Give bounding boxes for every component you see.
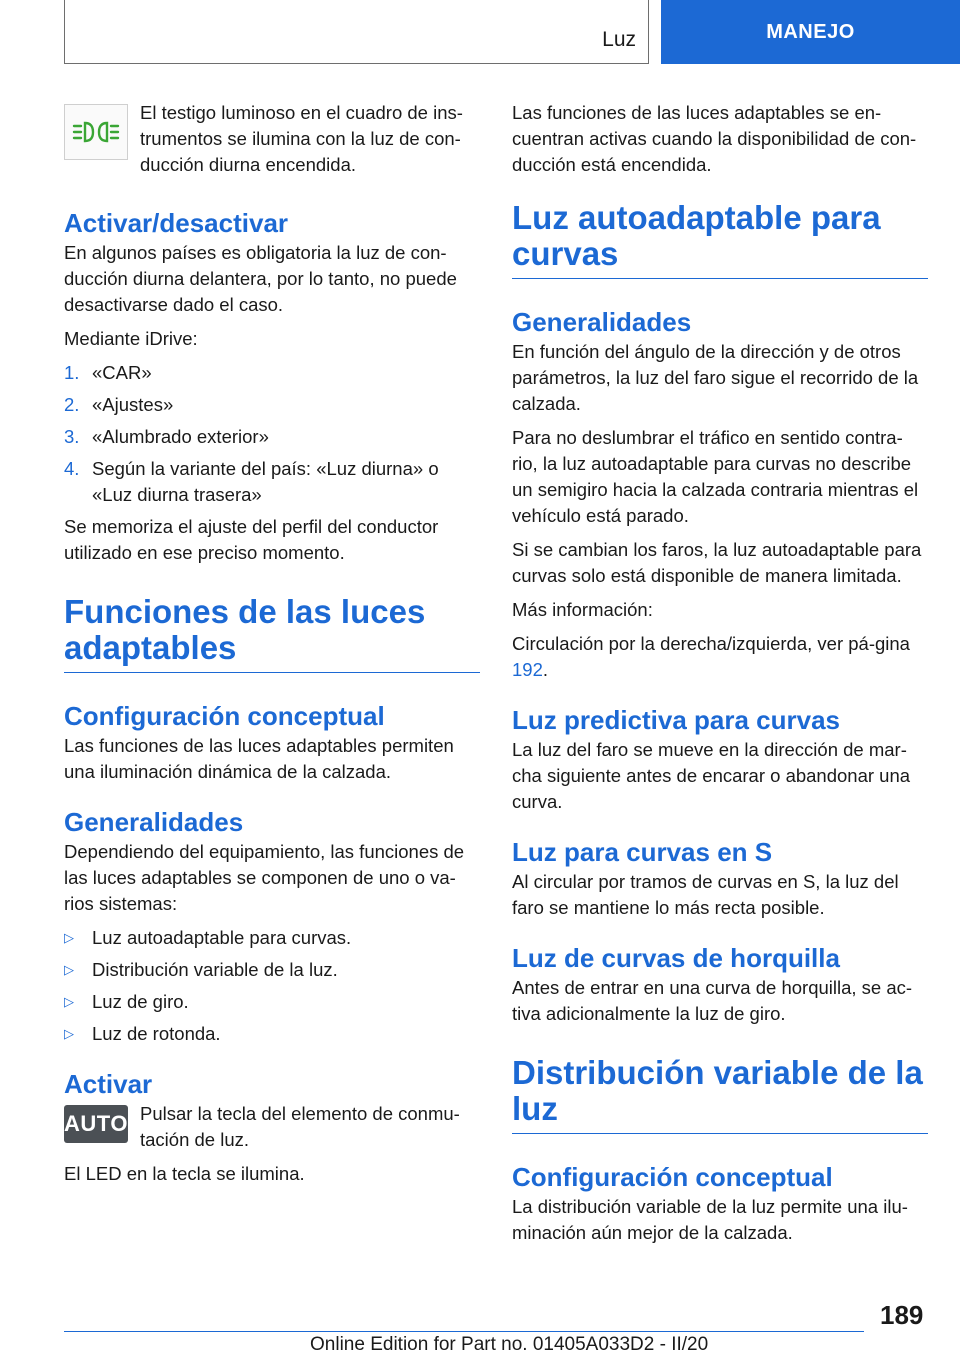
heading-generalidades: Generalidades — [512, 307, 692, 337]
list-item — [64, 424, 480, 450]
heading-generalidades: Generalidades — [64, 807, 244, 837]
edition-text: Online Edition for Part no. 01405A033D2 - II/20 — [310, 1334, 709, 1355]
paragraph: La distribución variable de la luz permite una ilu‐minación aún mejor de la calzada. — [512, 1196, 908, 1243]
systems-list — [64, 925, 480, 1047]
heading-distribucion-variable: Distribución variable de la luz — [512, 1055, 928, 1134]
triangle-bullet-icon: ▷ — [64, 994, 74, 1009]
heading-configuracion-conceptual: Configuración conceptual — [64, 701, 385, 731]
step-number: 1. — [64, 362, 80, 383]
paragraph: En algunos países es obligatoria la luz de con‐ducción diurna delantera, por lo tanto, no puede desactivarse dado el caso. — [64, 242, 457, 315]
section-title: Luz — [602, 28, 636, 51]
daytime-running-light-icon — [64, 104, 128, 160]
heading-activar-desactivar: Activar/desactivar — [64, 208, 289, 238]
list-item — [64, 392, 480, 418]
step-number: 2. — [64, 394, 80, 415]
step-number: 3. — [64, 426, 80, 447]
heading-luz-predictiva: Luz predictiva para curvas — [512, 705, 841, 735]
step-number: 4. — [64, 458, 80, 479]
paragraph: Si se cambian los faros, la luz autoadaptable para curvas solo está disponible de manera limitada. — [512, 539, 922, 586]
footer-divider — [64, 1331, 864, 1332]
list-item — [64, 925, 480, 951]
step-text: «Alumbrado exterior» — [92, 426, 269, 447]
triangle-bullet-icon: ▷ — [64, 930, 74, 945]
paragraph: Se memoriza el ajuste del perfil del conductor utilizado en ese preciso momento. — [64, 516, 439, 563]
step-text: «CAR» — [92, 362, 152, 383]
triangle-bullet-icon: ▷ — [64, 962, 74, 977]
heading-luz-autoadaptable-curvas: Luz autoadaptable para curvas — [512, 200, 928, 279]
paragraph: Mediante iDrive: — [64, 328, 198, 349]
paragraph: El LED en la tecla se ilumina. — [64, 1163, 305, 1184]
heading-curvas-en-s: Luz para curvas en S — [512, 837, 773, 867]
indicator-row — [64, 100, 480, 178]
heading-curvas-horquilla: Luz de curvas de horquilla — [512, 943, 840, 973]
list-item-text: Distribución variable de la luz. — [92, 959, 338, 980]
list-item — [64, 1021, 480, 1047]
auto-light-key-icon: AUTO — [64, 1105, 128, 1143]
step-text: Según la variante del país: «Luz diurna» o «Luz diurna trasera» — [92, 458, 439, 505]
cross-reference-suffix: . — [542, 659, 549, 680]
paragraph: Antes de entrar en una curva de horquilla, se ac‐tiva adicionalmente la luz de giro. — [512, 977, 913, 1024]
list-item — [64, 989, 480, 1015]
paragraph: Para no deslumbrar el tráfico en sentido contra‐rio, la luz autoadaptable para curvas no describe un semigiro hacia la calzada contraria mientras el vehículo está parado. — [512, 427, 919, 526]
page-link[interactable]: 192 — [512, 659, 543, 680]
paragraph: Más información: — [512, 599, 653, 620]
list-item-text: Luz autoadaptable para curvas. — [92, 927, 352, 948]
paragraph — [512, 631, 928, 683]
cross-reference-text: Circulación por la derecha/izquierda, ver pá‐gina — [512, 633, 910, 654]
page-number: 189 — [880, 1300, 924, 1330]
auto-key-row — [64, 1101, 480, 1153]
auto-key-text: Pulsar la tecla del elemento de conmu‐tación de luz. — [140, 1103, 460, 1150]
indicator-text: El testigo luminoso en el cuadro de ins‐trumentos se ilumina con la luz de con‐ducción diurna encendida. — [140, 102, 463, 175]
heading-activar: Activar — [64, 1069, 153, 1099]
triangle-bullet-icon: ▷ — [64, 1026, 74, 1041]
right-column — [512, 100, 928, 1254]
heading-funciones-luces-adaptables: Funciones de las luces adaptables — [64, 594, 480, 673]
paragraph: La luz del faro se mueve en la dirección de mar‐cha siguiente antes de encarar o abandonar una curva. — [512, 739, 911, 812]
paragraph: Al circular por tramos de curvas en S, la luz del faro se mantiene lo más recta posible. — [512, 871, 899, 918]
paragraph: Las funciones de las luces adaptables permiten una iluminación dinámica de la calzada. — [64, 735, 454, 782]
list-item — [64, 360, 480, 386]
step-text: «Ajustes» — [92, 394, 174, 415]
chapter-tab[interactable]: MANEJO — [661, 0, 960, 64]
paragraph: Las funciones de las luces adaptables se en‐cuentran activas cuando la disponibilidad de con‐ducción está encendida. — [512, 102, 917, 175]
list-item — [64, 957, 480, 983]
paragraph: Dependiendo del equipamiento, las funciones de las luces adaptables se componen de uno o va‐rios sistemas: — [64, 841, 465, 914]
header-box — [64, 0, 649, 64]
left-column — [64, 100, 480, 1195]
list-item — [64, 456, 480, 508]
steps-list — [64, 360, 480, 508]
paragraph: En función del ángulo de la dirección y de otros parámetros, la luz del faro sigue el recorrido de la calzada. — [512, 341, 919, 414]
list-item-text: Luz de rotonda. — [92, 1023, 221, 1044]
list-item-text: Luz de giro. — [92, 991, 189, 1012]
heading-configuracion-conceptual: Configuración conceptual — [512, 1162, 833, 1192]
